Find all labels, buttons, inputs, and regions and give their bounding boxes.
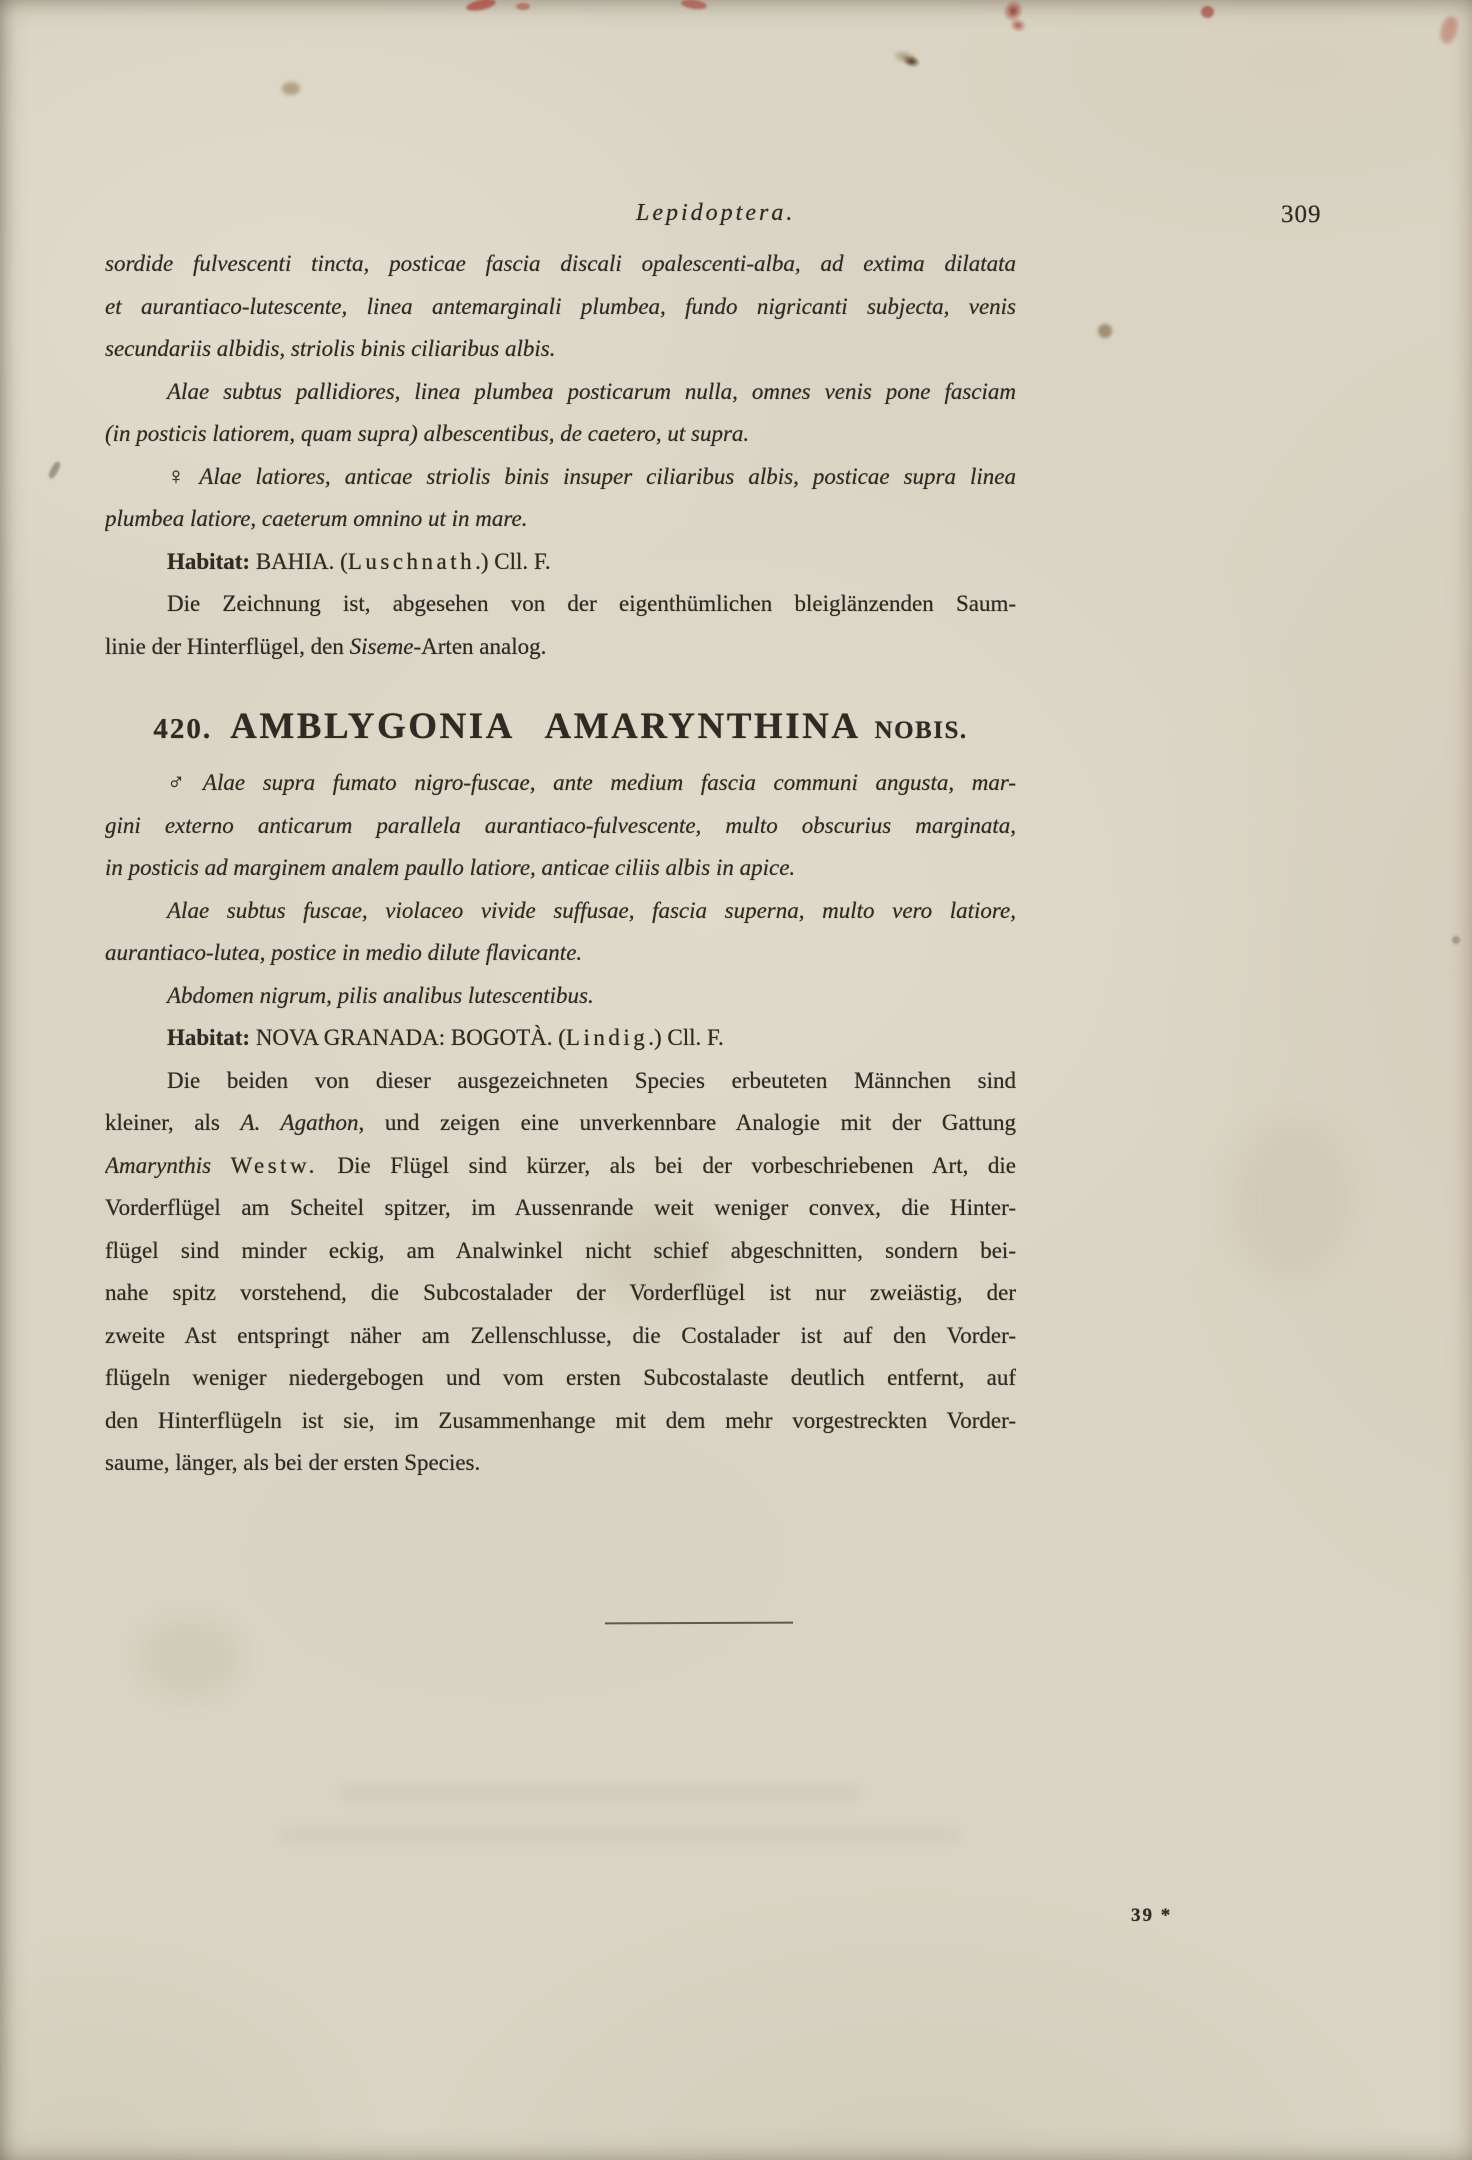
- foxing-spot: [1098, 324, 1112, 338]
- section-divider-rule: [605, 1622, 793, 1625]
- text-line: in posticis ad marginem analem paullo latiore, anticae ciliis albis in apice.: [105, 855, 796, 880]
- text-column: [105, 243, 1016, 1485]
- female-sign-icon: ♀: [167, 463, 194, 490]
- collector-name: Luschnath: [347, 548, 476, 574]
- ink-blot-stain: [883, 41, 930, 76]
- text-line: aurantiaco-lutea, postice in medio dilute flavicante.: [105, 940, 583, 965]
- red-ink-stain: [516, 3, 530, 10]
- collection-ref: .) Cll. F.: [475, 548, 551, 574]
- red-ink-stain: [991, 0, 1038, 39]
- habitat-label: Habitat:: [167, 548, 251, 574]
- male-sign-icon: ♂: [167, 770, 197, 796]
- foxing-spot: [282, 82, 300, 95]
- paragraph-latin-abdomen: Abdomen nigrum, pilis analibus lutescentibus.: [167, 982, 594, 1008]
- running-title: Lepidoptera.: [636, 200, 796, 226]
- locality-text: BAHIA. (: [255, 548, 348, 574]
- paragraph-german-remark: [105, 583, 1016, 668]
- habitat-label: Habitat:: [167, 1025, 251, 1050]
- text-line: [105, 1102, 1016, 1145]
- red-ink-stain: [1201, 6, 1214, 18]
- text-line: Alae subtus fuscae, violaceo vivide suffusae, fascia superna, multo vero latiore,: [167, 897, 1016, 923]
- text-line: [105, 762, 1016, 805]
- bleedthrough-ghost: [340, 1786, 860, 1802]
- genus-name-italic: Amarynthis: [105, 1152, 212, 1178]
- red-ink-stain: [1438, 14, 1461, 45]
- text-line: [105, 626, 1016, 669]
- text-line: saume, länger, als bei der ersten Species.: [105, 1450, 481, 1475]
- paragraph-german-discussion: [105, 1060, 1016, 1485]
- text-line: Vorderflügel am Scheitel spitzer, im Aussenrande weit weniger convex, die Hinter-: [105, 1195, 1016, 1220]
- paper-speck: [1452, 936, 1460, 944]
- text-line: Alae subtus pallidiores, linea plumbea posticarum nulla, omnes venis pone fasciam: [167, 378, 1016, 404]
- text-line: den Hinterflügeln ist sie, im Zusammenhange mit dem mehr vorgestreckten Vorder-: [105, 1407, 1016, 1433]
- text-segment: Die Flügel sind kürzer, als bei der vorbeschriebenen Art, die: [337, 1152, 1016, 1178]
- paragraph-latin-underside: [105, 890, 1016, 975]
- text-segment: , und zeigen eine unverkennbare Analogie mit der Gattung: [358, 1110, 1016, 1135]
- paper-speck: [47, 460, 62, 479]
- text-segment: kleiner, als: [105, 1110, 241, 1135]
- paragraph-latin-female: [105, 456, 1016, 541]
- text-line: zweite Ast entspringt näher am Zellenschlusse, die Costalader ist auf den Vorder-: [105, 1322, 1016, 1348]
- locality-text: NOVA GRANADA: BOGOTÀ. (: [255, 1025, 566, 1050]
- text-line: nahe spitz vorstehend, die Subcostalader der Vorderflügel ist nur zweiästig, der: [105, 1280, 1016, 1305]
- text-line: flügeln weniger niedergebogen und vom ersten Subcostalaste deutlich entfernt, auf: [105, 1365, 1016, 1390]
- printer-signature-mark: 39 *: [1131, 1905, 1173, 1926]
- page-number: 309: [1281, 201, 1322, 228]
- text-segment: Alae latiores, anticae striolis binis insuper ciliaribus albis, posticae supra linea: [199, 463, 1016, 489]
- red-ink-stain: [681, 0, 708, 11]
- collector-name: Lindig: [565, 1025, 649, 1050]
- text-line: flügel sind minder eckig, am Analwinkel nicht schief abgeschnitten, sondern bei-: [105, 1237, 1016, 1263]
- paragraph-latin-male: [105, 762, 1016, 890]
- text-line: secundariis albidis, striolis binis ciliaribus albis.: [105, 336, 556, 361]
- faint-stain: [1230, 1120, 1350, 1280]
- text-line: [105, 1145, 1016, 1188]
- species-number: 420.: [153, 713, 213, 745]
- text-line: Die Zeichnung ist, abgesehen von der eigenthümlichen bleiglänzenden Saum-: [167, 591, 1016, 616]
- author-name-spaced: Westw.: [230, 1152, 318, 1178]
- text-segment: linie der Hinterflügel, den: [105, 633, 350, 659]
- paragraph-latin-alae-subtus: [105, 371, 1016, 456]
- text-line: (in posticis latiorem, quam supra) albescentibus, de caetero, ut supra.: [105, 421, 750, 446]
- bleedthrough-ghost: [280, 1828, 960, 1842]
- species-name-italic: A. Agathon: [240, 1110, 359, 1135]
- text-segment: Alae supra fumato nigro-fuscae, ante medium fascia communi angusta, mar-: [202, 770, 1016, 795]
- text-line: sordide fulvescenti tincta, posticae fascia discali opalescenti-alba, ad extima dilatata: [105, 251, 1016, 276]
- text-segment: -Arten analog.: [413, 633, 547, 659]
- species-heading: [105, 700, 1016, 754]
- genus-name-italic: Siseme: [349, 633, 414, 659]
- text-line: [105, 456, 1016, 499]
- species-name: AMBLYGONIA AMARYNTHINA: [230, 706, 861, 747]
- text-line: Die beiden von dieser ausgezeichneten Species erbeuteten Männchen sind: [167, 1067, 1016, 1093]
- habitat-line-bahia: [105, 541, 1016, 584]
- red-ink-stain: [465, 0, 496, 13]
- text-line: gini externo anticarum parallela aurantiaco-fulvescente, multo obscurius marginata,: [105, 812, 1016, 838]
- habitat-line-bogota: [105, 1017, 1016, 1060]
- text-line: et aurantiaco-lutescente, linea antemarginali plumbea, fundo nigricanti subjecta, venis: [105, 293, 1016, 319]
- collection-ref: .) Cll. F.: [648, 1025, 724, 1050]
- author-abbreviation: NOBIS.: [874, 717, 968, 744]
- text-line: plumbea latiore, caeterum omnino ut in mare.: [105, 506, 528, 531]
- faint-stain: [140, 1620, 240, 1695]
- paragraph-latin-continuation: [105, 243, 1016, 371]
